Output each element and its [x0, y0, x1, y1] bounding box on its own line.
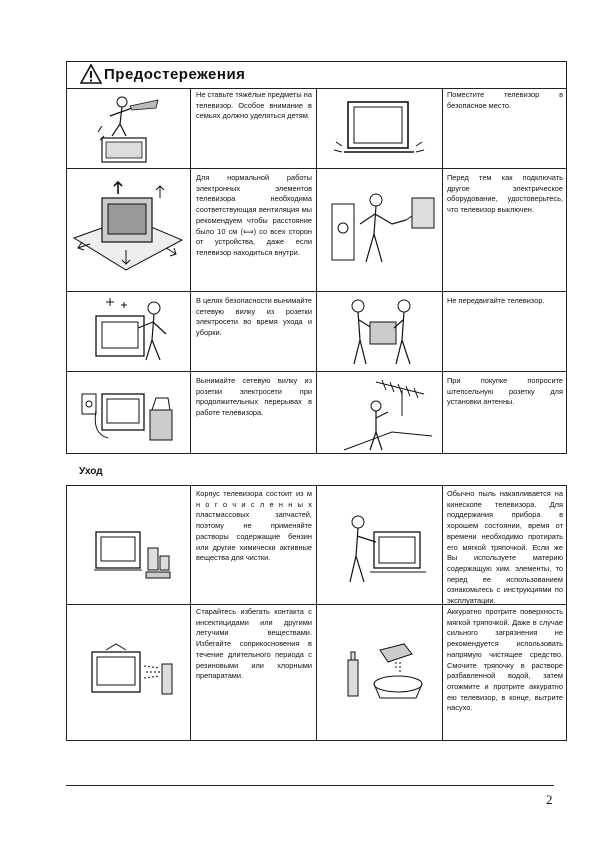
grid-divider — [66, 291, 567, 292]
page-title: Предостережения — [104, 66, 246, 83]
tv-unplugged-illustration — [78, 380, 182, 451]
person-cleaning-tv-illustration — [94, 294, 176, 369]
tv-ventilation-illustration — [70, 178, 186, 283]
care-text-1: Корпус телевизора состоит из м н о г о ч и с л е н н ы х пластмассовых запчастей, поэтому не применяйте растворы содержащие бензин или другие химически активные вещества для чистки. — [196, 489, 312, 563]
warning-text-5: В целях безопасности вынимайте сетевую вилку из розетки электросети во время ухода и уборки. — [196, 296, 313, 338]
man-plugging-equipment-illustration — [326, 184, 436, 273]
warning-text-6: Не передвигайте телевизор. — [447, 296, 545, 305]
wringing-cloth-basin-illustration — [340, 640, 436, 707]
care-section-title: Уход — [79, 466, 103, 477]
tv-with-cleaning-bottles-illustration — [92, 526, 172, 589]
child-climbing-tv-illustration — [96, 92, 166, 169]
grid-divider — [190, 485, 191, 741]
grid-divider — [190, 88, 191, 454]
care-text-4: Аккуратно протрите поверхность мягкой тряпочкой. Даже в случае сильного загрязнения не рекомендуется использовать напрямую чистящее средство. Смочите тряпочку в растворе разбавленной водой, затем отожмите и протрите аккуратно ею телевизор, в конце, вытрите насухо. — [447, 607, 563, 713]
grid-divider — [442, 485, 443, 741]
warning-text-2: Поместите телевизор в безопасное место. — [447, 90, 563, 110]
page-number: 2 — [546, 792, 553, 807]
warning-text-3: Для нормальной работы электронных элементов телевизора необходима соответствующая вентиляция мы рекомендуем чтобы расстояние было 10 см (⟺) со всех сторон от устройства, даже если телевизор находиться внутри. — [196, 173, 312, 257]
woman-wiping-screen-illustration — [336, 512, 436, 589]
warning-text-4: Перед тем как подключать другое электрическое оборудование, удостоверьтесь, что телевизор выключен. — [447, 173, 563, 215]
warning-triangle-icon — [80, 64, 102, 89]
grid-divider — [442, 88, 443, 454]
care-text-3: Старайтесь избегать контакта с инсектицидами или другими летучими веществами. Избегайте соприкосновения в течение длительного периода с резиновыми или хлорными препаратами. — [196, 607, 312, 681]
tv-with-spray-illustration — [88, 642, 180, 705]
antenna-installation-illustration — [340, 376, 436, 457]
tv-on-stand-illustration — [330, 98, 430, 167]
footer-rule — [66, 785, 554, 786]
warning-text-8: При покупке попросите штепсельную розетку для установки антенны. — [447, 376, 563, 407]
grid-divider — [66, 371, 567, 372]
warning-text-7: Вынимайте сетевую вилку из розетки электросети при продолжительных перерывах в работе телевизора. — [196, 376, 312, 418]
warning-text-1: Не ставьте тяжёлые предметы на телевизор. Особое внимание в семьях должно уделяться детям. — [196, 90, 312, 121]
grid-divider — [316, 88, 317, 454]
grid-divider — [316, 485, 317, 741]
care-text-2: Обычно пыль накапливается на кинескопе телевизора. Для поддержания прибора в хорошем состоянии, время от времени необходимо протирать его мягкой тряпочкой. Если же Вы используете материю содержащую хим. элементы, то перед ее использованием ознакомьтесь с инструкциями по эксплуатации. — [447, 489, 563, 606]
people-moving-tv-illustration — [338, 294, 428, 371]
